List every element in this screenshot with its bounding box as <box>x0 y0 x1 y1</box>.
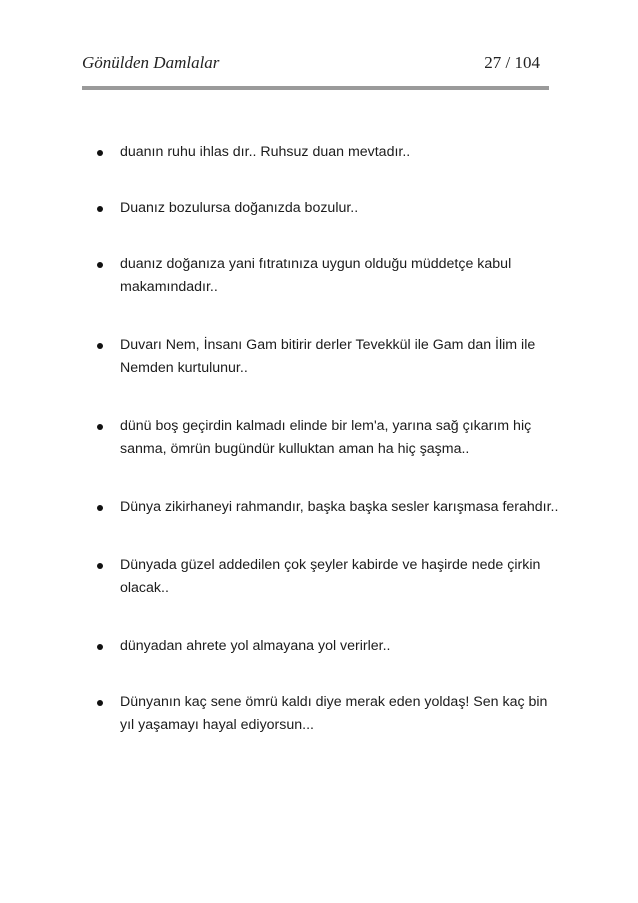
list-item <box>95 554 565 600</box>
book-title: Gönülden Damlalar <box>82 53 220 72</box>
bullet-icon <box>97 505 103 511</box>
bullet-icon <box>97 206 103 212</box>
item-text: Duanız bozulursa doğanızda bozulur.. <box>120 200 359 216</box>
list-item <box>95 635 565 658</box>
bullet-icon <box>97 563 103 569</box>
page-number: 27 / 104 <box>484 53 540 72</box>
bullet-icon <box>97 262 103 268</box>
list-item <box>95 415 565 461</box>
quote-list <box>95 141 565 772</box>
list-item <box>95 253 565 299</box>
item-text: dünyadan ahrete yol almayana yol verirler.. <box>120 638 391 654</box>
list-item <box>95 141 565 164</box>
item-text: Dünya zikirhaneyi rahmandır, başka başka sesler karışmasa ferahdır.. <box>120 499 559 515</box>
header-rule <box>82 86 549 90</box>
item-text: dünü boş geçirdin kalmadı elinde bir lem'a, yarına sağ çıkarım hiç sanma, ömrün bugündür kulluktan aman ha hiç şaşma.. <box>120 418 532 457</box>
list-item <box>95 334 565 380</box>
list-item <box>95 691 565 737</box>
item-text: Dünyada güzel addedilen çok şeyler kabirde ve haşirde nede çirkin olacak.. <box>120 557 541 596</box>
page-header <box>82 53 540 73</box>
list-item <box>95 496 565 519</box>
item-text: duanın ruhu ihlas dır.. Ruhsuz duan mevtadır.. <box>120 144 411 160</box>
bullet-icon <box>97 424 103 430</box>
item-text: Dünyanın kaç sene ömrü kaldı diye merak eden yoldaş! Sen kaç bin yıl yaşamayı hayal ediyorsun... <box>120 694 548 733</box>
item-text: duanız doğanıza yani fıtratınıza uygun olduğu müddetçe kabul makamındadır.. <box>120 256 512 295</box>
bullet-icon <box>97 150 103 156</box>
bullet-icon <box>97 343 103 349</box>
item-text: Duvarı Nem, İnsanı Gam bitirir derler Tevekkül ile Gam dan İlim ile Nemden kurtulunur.. <box>120 337 536 376</box>
bullet-icon <box>97 700 103 706</box>
list-item <box>95 197 565 220</box>
bullet-icon <box>97 644 103 650</box>
